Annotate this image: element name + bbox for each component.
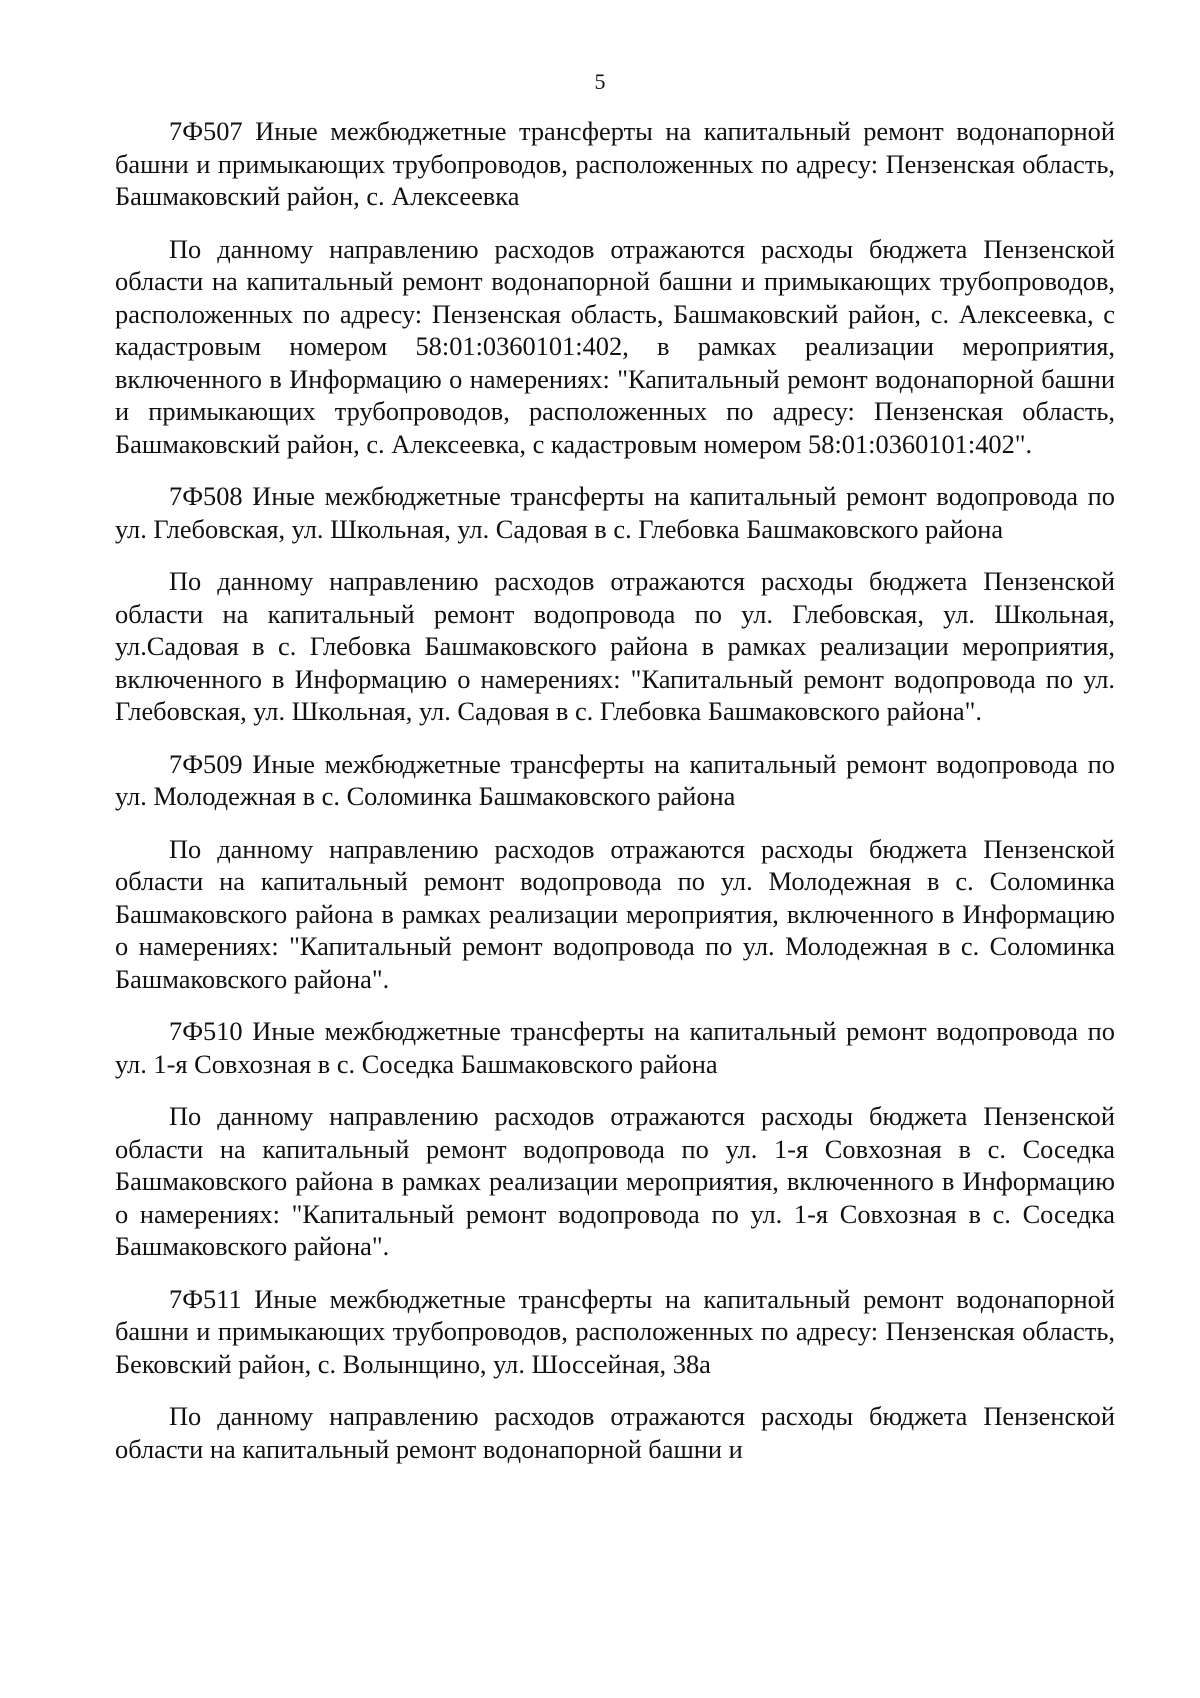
page-number: 5	[594, 69, 606, 94]
section-heading-7f507: 7Ф507 Иные межбюджетные трансферты на капитальный ремонт водонапорной башни и примыкающих трубопроводов, расположенных по адресу: Пензенская область, Башмаковский район, с. Алексеевка	[115, 116, 1115, 211]
section-body-7f508: По данному направлению расходов отражаются расходы бюджета Пензенской области на капитальный ремонт водопровода по ул. Глебовская, ул. Школьная, ул.Садовая в с. Глебовка Башмаковского района в рамках реализации мероприятия, включенного в Информацию о намерениях: "Капитальный ремонт водопровода по ул. Глебовская, ул. Школьная, ул. Садовая в с. Глебовка Башмаковского района".	[115, 566, 1115, 726]
section-heading-7f508: 7Ф508 Иные межбюджетные трансферты на капитальный ремонт водопровода по ул. Глебовская, ул. Школьная, ул. Садовая в с. Глебовка Башмаковского района	[115, 481, 1115, 544]
section-heading-7f511: 7Ф511 Иные межбюджетные трансферты на капитальный ремонт водонапорной башни и примыкающих трубопроводов, расположенных по адресу: Пензенская область, Бековский район, с. Волынщино, ул. Шоссейная, 38а	[115, 1283, 1115, 1379]
section-body-7f510: По данному направлению расходов отражаются расходы бюджета Пензенской области на капитальный ремонт водопровода по ул. 1-я Совхозная в с. Соседка Башмаковского района в рамках реализации мероприятия, включенного в Информацию о намерениях: "Капитальный ремонт водопровода по ул. 1-я Совхозная в с. Соседка Башмаковского района".	[115, 1101, 1115, 1261]
section-heading-7f509: 7Ф509 Иные межбюджетные трансферты на капитальный ремонт водопровода по ул. Молодежная в с. Соломинка Башмаковского района	[115, 748, 1115, 811]
section-body-7f509: По данному направлению расходов отражаются расходы бюджета Пензенской области на капитальный ремонт водопровода по ул. Молодежная в с. Соломинка Башмаковского района в рамках реализации мероприятия, включенного в Информацию о намерениях: "Капитальный ремонт водопровода по ул. Молодежная в с. Соломинка Башмаковского района".	[115, 833, 1115, 994]
document-body	[115, 115, 1115, 1485]
section-heading-7f510: 7Ф510 Иные межбюджетные трансферты на капитальный ремонт водопровода по ул. 1-я Совхозная в с. Соседка Башмаковского района	[115, 1016, 1115, 1079]
section-body-7f511: По данному направлению расходов отражаются расходы бюджета Пензенской области на капитальный ремонт водонапорной башни и	[115, 1401, 1115, 1464]
section-body-7f507: По данному направлению расходов отражаются расходы бюджета Пензенской области на капитальный ремонт водонапорной башни и примыкающих трубопроводов, расположенных по адресу: Пензенская область, Башмаковский район, с. Алексеевка, с кадастровым номером 58:01:0360101:402, в рамках реализации мероприятия, включенного в Информацию о намерениях: "Капитальный ремонт водонапорной башни и примыкающих трубопроводов, расположенных по адресу: Пензенская область, Башмаковский район, с. Алексеевка, с кадастровым номером 58:01:0360101:402".	[115, 233, 1115, 459]
